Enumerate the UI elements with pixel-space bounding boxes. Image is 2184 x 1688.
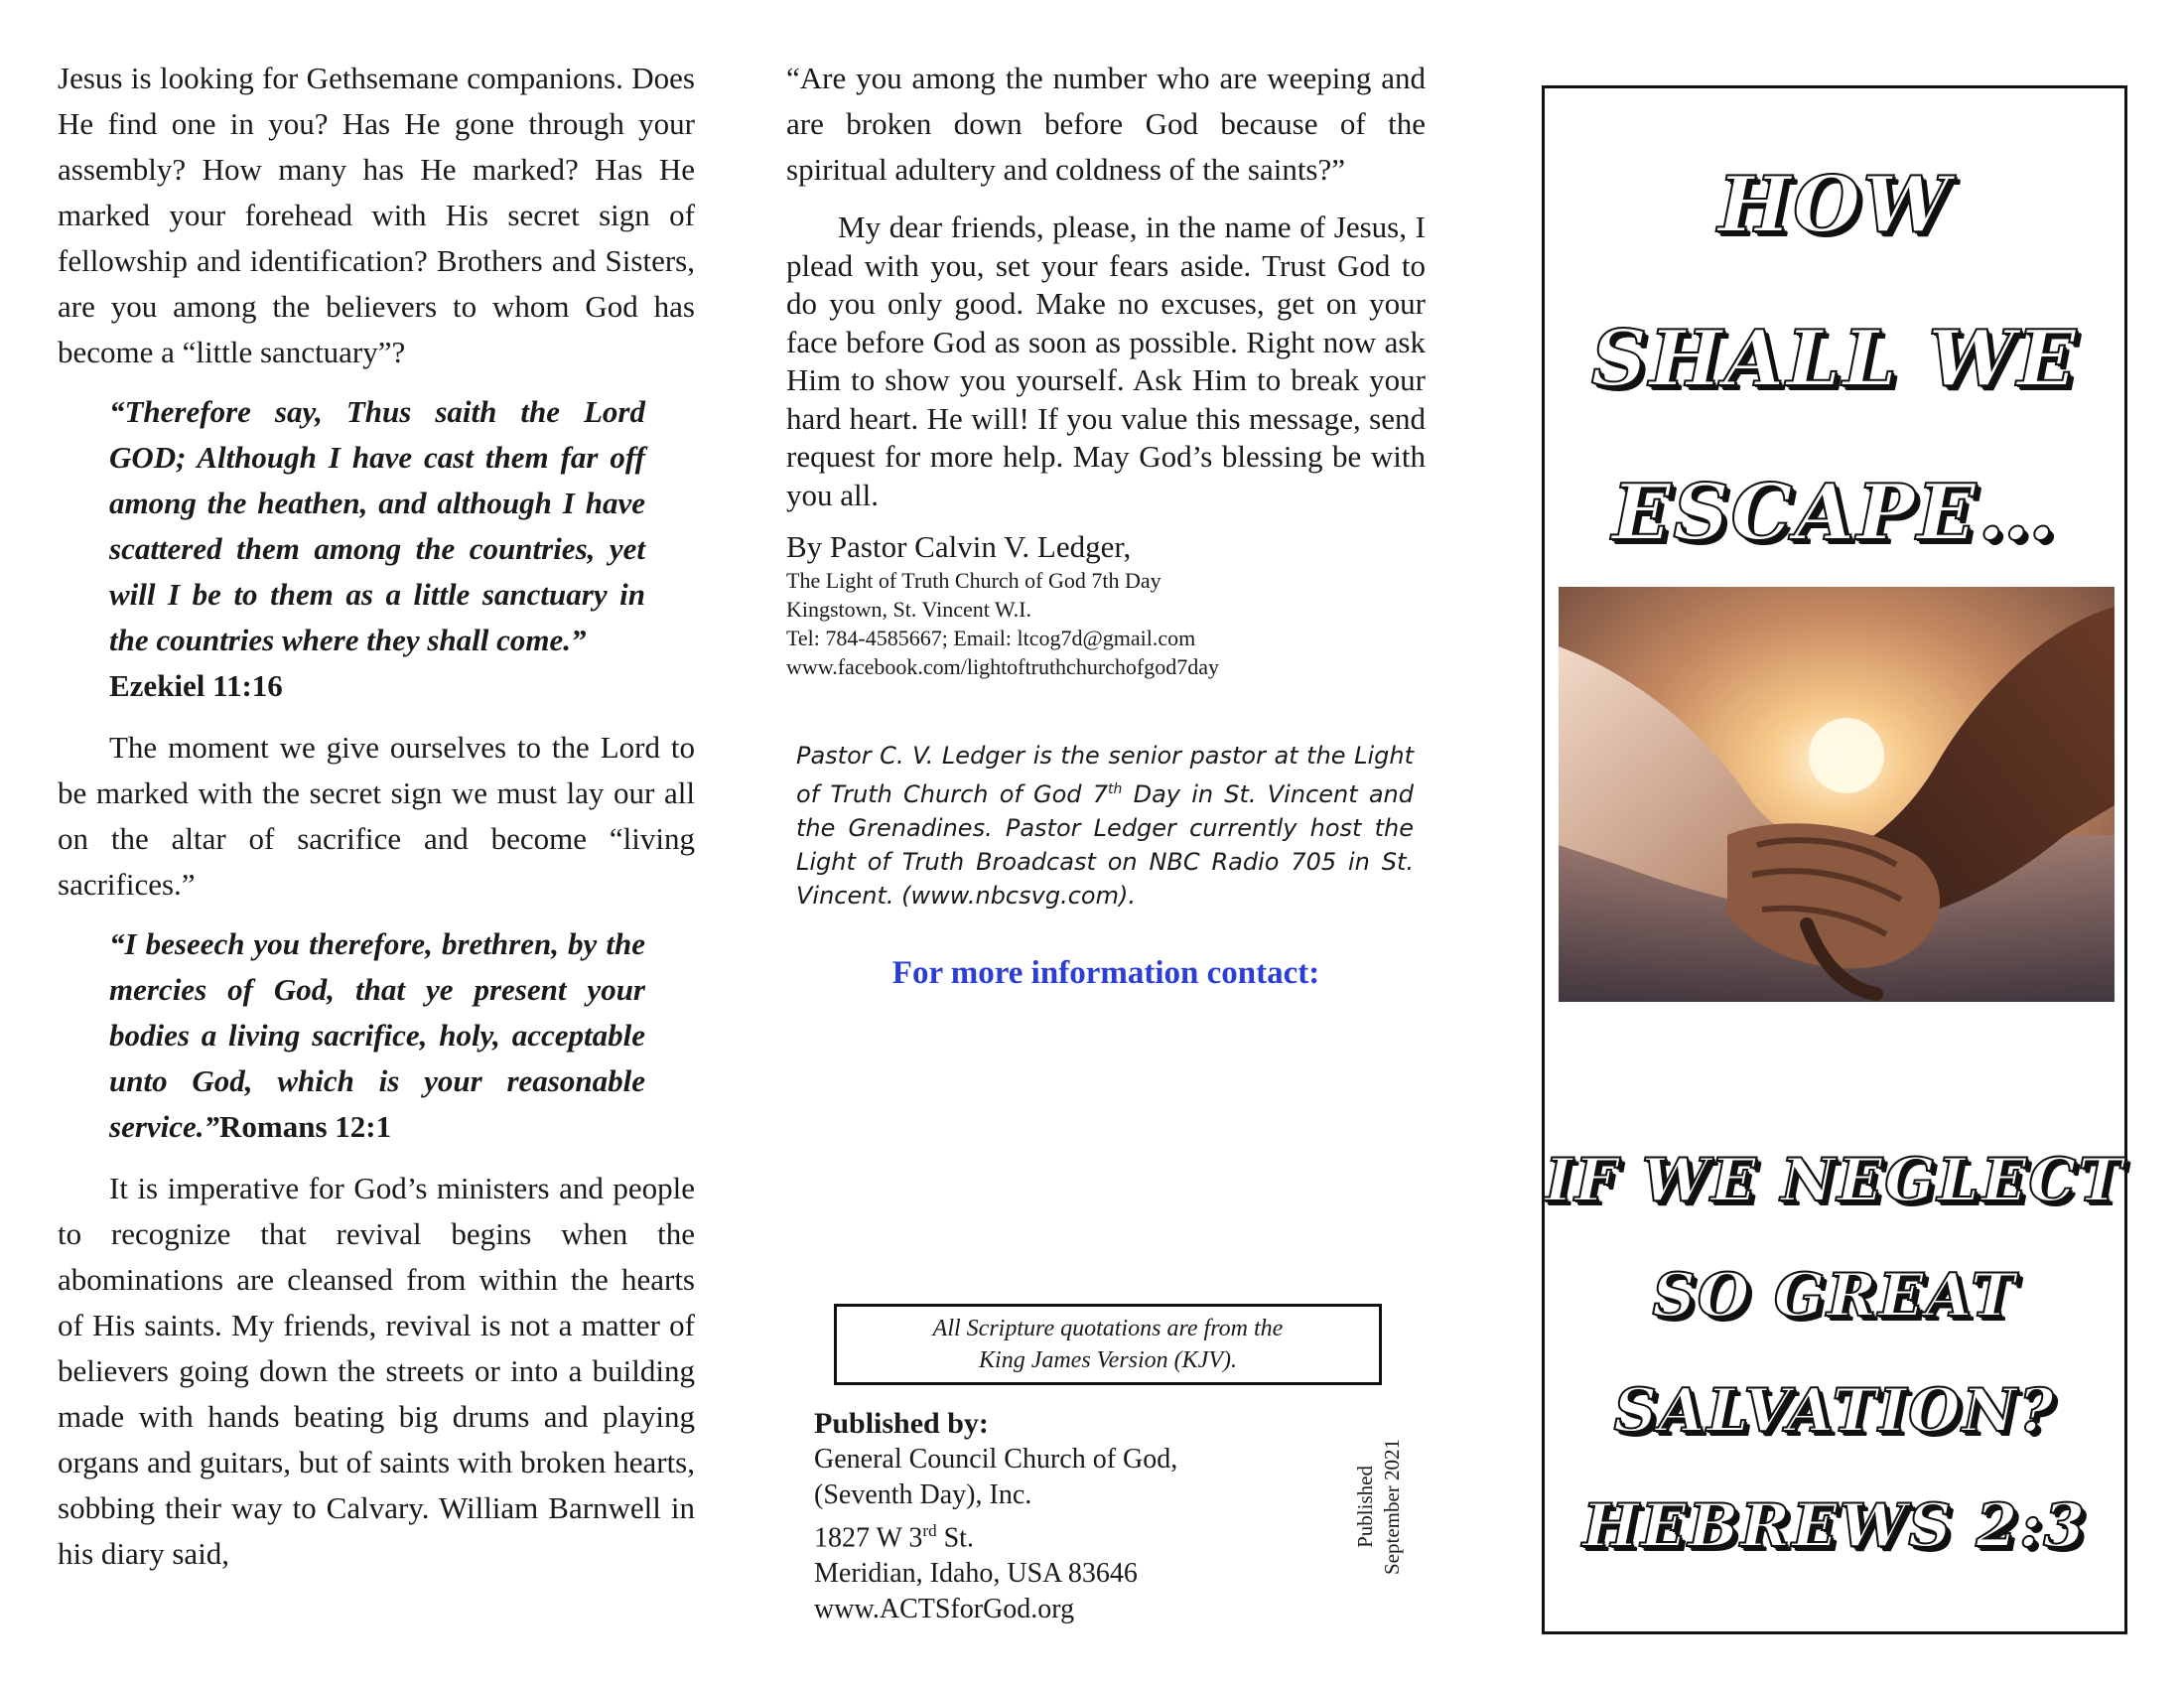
paragraph-3: It is imperative for God’s ministers and people to recognize that revival begins when the abominations are cleansed from within the hearts of His saints. My friends, revival is not a matter of believers going down the streets or into a building made with hands beating big drums and playing organs and guitars, but of saints with broken hearts, sobbing their way to Calvary. William Barnwell in his diary said, [58, 1171, 695, 1571]
column-left [58, 56, 695, 1577]
quote-text: “Therefore say, Thus saith the Lord GOD; Although I have cast them far off among the heathen, and although I have scattered them among the countries, yet will I be to them as a little sanctuary in the countries where they shall come.” [109, 394, 645, 657]
quote-text: “I beseech you therefore, brethren, by the mercies of God, that ye present your bodies a living sacrifice, holy, acceptable unto God, which is your reasonable service.”Romans 12:1 [109, 926, 645, 1144]
hands-illustration [1559, 587, 2115, 1002]
quote-reference: Romans 12:1 [219, 1109, 392, 1144]
subtitle-line-1: IF WE NEGLECT [1545, 1146, 2124, 1215]
scripture-quote-romans [109, 921, 645, 1150]
publisher-street: 1827 W 3rd St. [814, 1521, 974, 1554]
scripture-reference: HEBREWS 2:3 [1582, 1491, 2087, 1561]
title-line-1: HOW [1717, 160, 1952, 250]
facebook-link[interactable]: www.facebook.com/lightoftruthchurchofgod7day [786, 654, 1220, 679]
author-block [786, 528, 1426, 681]
cover-image-holding-hands [1559, 587, 2115, 1002]
closing-paragraph: My dear friends, please, in the name of Jesus, I plead with you, set your fears aside. Trust God to do you only good. Make no excuses, get on your face before God as soon as possible. Right now ask Him to show you yourself. Ask Him to break your hard heart. He will! If you value this message, send request for more help. May God’s blessing be with you all. [786, 210, 1426, 512]
paragraph-2: The moment we give ourselves to the Lord to be marked with the secret sign we must lay our all on the altar of sacrifice and become “living sacrifices.” [58, 730, 695, 902]
church-location: Kingstown, St. Vincent W.I. [786, 597, 1032, 622]
publication-date: Published September 2021 [1353, 1438, 1404, 1575]
contact-heading: For more information contact: [891, 955, 1320, 991]
author-byline: By Pastor Calvin V. Ledger, [786, 529, 1132, 564]
publisher-city: Meridian, Idaho, USA 83646 [814, 1558, 1138, 1590]
cover-subtitle [1545, 1123, 2124, 1584]
publisher-block [814, 1406, 1291, 1627]
subtitle-line-3: SALVATION? [1613, 1376, 2056, 1446]
publisher-name-2: (Seventh Day), Inc. [814, 1479, 1032, 1510]
quote-reference: Ezekiel 11:16 [109, 668, 283, 703]
contact-phone-email: Tel: 784-4585667; Email: ltcog7d@gmail.com [786, 626, 1196, 650]
barnwell-quote: “Are you among the number who are weeping and are broken down before God because of the spiritual adultery and coldness of the saints?” [786, 61, 1426, 187]
paragraph-1: Jesus is looking for Gethsemane companions. Does He find one in you? Has He gone through your assembly? How many has He marked? Has He marked your forehead with His secret sign of fellowship and identification? Brothers and Sisters, are you among the believers to whom God has become a “little sanctuary”? [58, 61, 695, 369]
kjv-notice-box: All Scripture quotations are from the King James Version (KJV). [834, 1304, 1382, 1385]
author-bio: Pastor C. V. Ledger is the senior pastor at the Light of Truth Church of God 7th Day in St. Vincent and the Grenadines. Pastor Ledger currently host the Light of Truth Broadcast on NBC Radio 705 in St. Vincent. (www.nbcsvg.com). [796, 742, 1414, 910]
publisher-website[interactable]: www.ACTSforGod.org [814, 1594, 1075, 1625]
cover-title [1545, 128, 2124, 590]
cover-panel [1542, 85, 2127, 1634]
title-line-2: SHALL WE [1590, 314, 2079, 404]
radio-website-link[interactable]: www.nbcsvg.com [910, 882, 1119, 910]
publisher-name: General Council Church of God, [814, 1444, 1178, 1475]
title-line-3: ESCAPE… [1611, 468, 2058, 558]
church-name: The Light of Truth Church of God 7th Day [786, 568, 1161, 593]
column-middle [786, 56, 1426, 681]
subtitle-line-2: SO GREAT [1652, 1261, 2017, 1331]
scripture-quote-ezekiel [109, 389, 645, 709]
published-by-heading: Published by: [814, 1407, 989, 1440]
